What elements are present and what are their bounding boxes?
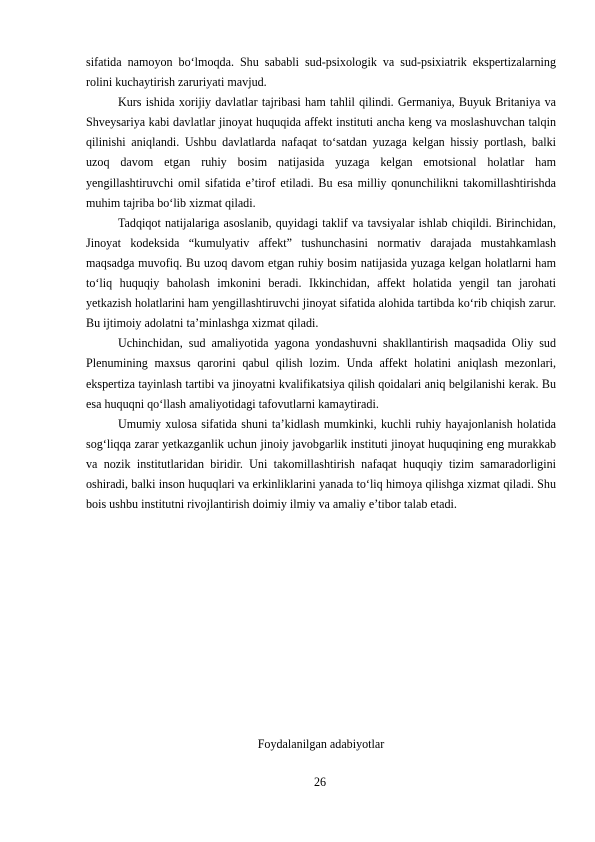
paragraph-foreign-experience: Kurs ishida xorijiy davlatlar tajribasi ham tahlil qilindi. Germaniya, Buyuk Britaniya va Shveysariya kabi davlatlar jinoyat huquqida affekt instituti ancha keng va moslashuvchan talqin qilinishi aniqlandi. Ushbu davlatlarda nafaqat to‘satdan yuzaga kelgan hissiy portlash, balki uzoq davom etgan ruhiy bosim natijasida yuzaga kelgan emotsional holatlar ham yengillashtiruvchi omil sifatida e’tirof etiladi. Bu esa milliy qonunchilikni takomillashtirishda muhim tajriba bo‘lib xizmat qiladi.	[86, 95, 556, 210]
paragraph-proposals: Tadqiqot natijalariga asoslanib, quyidagi taklif va tavsiyalar ishlab chiqildi. Birinchidan, Jinoyat kodeksida “kumulyativ affekt” tushunchasini normativ darajada mustahkamlash maqsadga muvofiq. Bu uzoq davom etgan ruhiy bosim natijasida yuzaga kelgan holatlarni ham to‘liq huquqiy baholash imkonini beradi. Ikkinchidan, affekt holatida yengil tan jarohati yetkazish holatlarini ham yengillashtiruvchi jinoyat sifatida alohida tartibda ko‘rib chiqish zarur. Bu ijtimoiy adolatni ta’minlashga xizmat qiladi.	[86, 215, 556, 331]
paragraph-third-proposal: Uchinchidan, sud amaliyotida yagona yondashuvni shakllantirish maqsadida Oliy sud Plenumining maxsus qarorini qabul qilish lozim. Unda affekt holatini aniqlash mezonlari, ekspertiza tayinlash tartibi va jinoyatni kvalifikatsiya qilish qoidalari aniq belgilanishi kerak. Bu esa huquqni qo‘llash amaliyotidagi tafovutlarni kamaytiradi.	[86, 336, 556, 411]
page-number: 26	[313, 775, 327, 789]
paragraph-conclusion: Umumiy xulosa sifatida shuni ta’kidlash mumkinki, kuchli ruhiy hayajonlanish holatida sog‘liqqa zarar yetkazganlik uchun jinoiy javobgarlik instituti jinoyat huquqining eng murakkab va nozik institutlaridan biridir. Uni takomillashtirish nafaqat huquqiy tizim samaradorligini oshiradi, balki inson huquqlari va erkinliklarini yanada to‘liq himoya qilishga xizmat qiladi. Shu bois ushbu institutni rivojlantirish doimiy ilmiy va amaliy e’tibor talab etadi.	[86, 416, 556, 512]
references-heading: Foydalanilgan adabiyotlar	[257, 737, 385, 751]
paragraph-continuation: sifatida namoyon bo‘lmoqda. Shu sababli sud-psixologik va sud-psixiatrik ekspertizalarning rolini kuchaytirish zaruriyati mavjud.	[86, 55, 556, 90]
body-text	[86, 52, 556, 514]
